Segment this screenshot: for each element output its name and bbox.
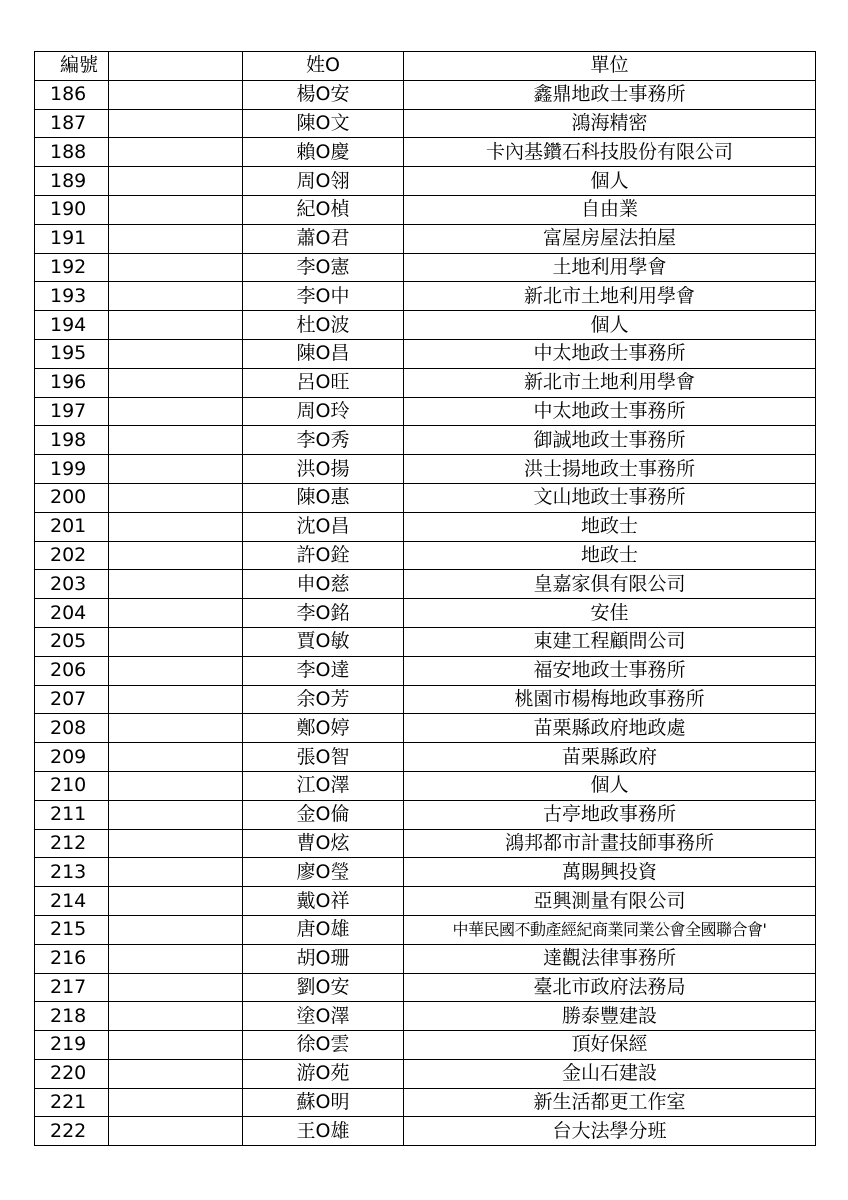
- row-blank-cell: [109, 570, 243, 599]
- row-number: 215: [35, 915, 109, 944]
- table-row: [35, 599, 816, 628]
- table-row: [35, 541, 816, 570]
- row-name: 陳O文: [243, 109, 404, 138]
- header-name: 姓O: [243, 52, 404, 81]
- row-blank-cell: [109, 339, 243, 368]
- row-name: 洪O揚: [243, 455, 404, 484]
- row-name: 游O苑: [243, 1059, 404, 1088]
- row-blank-cell: [109, 138, 243, 167]
- row-name: 江O澤: [243, 771, 404, 800]
- row-name: 杜O波: [243, 311, 404, 340]
- row-number: 201: [35, 512, 109, 541]
- table-row: [35, 944, 816, 973]
- row-blank-cell: [109, 483, 243, 512]
- row-name: 余O芳: [243, 685, 404, 714]
- row-name: 戴O祥: [243, 887, 404, 916]
- row-name: 蕭O君: [243, 224, 404, 253]
- row-unit: 新生活都更工作室: [404, 1088, 816, 1117]
- row-name: 蘇O明: [243, 1088, 404, 1117]
- roster-table: [34, 51, 816, 1146]
- table-row: [35, 195, 816, 224]
- row-name: 塗O澤: [243, 1002, 404, 1031]
- row-blank-cell: [109, 426, 243, 455]
- table-row: [35, 167, 816, 196]
- row-unit: 中華民國不動產經紀商業同業公會全國聯合會': [404, 915, 816, 944]
- table-row: [35, 282, 816, 311]
- row-number: 208: [35, 714, 109, 743]
- row-number: 212: [35, 829, 109, 858]
- row-name: 呂O旺: [243, 368, 404, 397]
- row-number: 210: [35, 771, 109, 800]
- row-blank-cell: [109, 541, 243, 570]
- row-name: 唐O雄: [243, 915, 404, 944]
- row-name: 王O雄: [243, 1117, 404, 1146]
- table-row: [35, 368, 816, 397]
- row-unit: 個人: [404, 167, 816, 196]
- row-unit: 中太地政士事務所: [404, 397, 816, 426]
- row-blank-cell: [109, 829, 243, 858]
- row-name: 李O銘: [243, 599, 404, 628]
- row-number: 217: [35, 973, 109, 1002]
- row-number: 192: [35, 253, 109, 282]
- row-blank-cell: [109, 743, 243, 772]
- row-blank-cell: [109, 167, 243, 196]
- row-blank-cell: [109, 109, 243, 138]
- row-blank-cell: [109, 1002, 243, 1031]
- row-blank-cell: [109, 455, 243, 484]
- header-blank: [109, 52, 243, 81]
- table-row: [35, 685, 816, 714]
- row-unit: 皇嘉家俱有限公司: [404, 570, 816, 599]
- table-row: [35, 253, 816, 282]
- row-name: 李O憲: [243, 253, 404, 282]
- row-number: 202: [35, 541, 109, 570]
- row-blank-cell: [109, 656, 243, 685]
- row-name: 李O秀: [243, 426, 404, 455]
- row-unit: 古亭地政事務所: [404, 800, 816, 829]
- row-blank-cell: [109, 80, 243, 109]
- row-number: 196: [35, 368, 109, 397]
- table-row: [35, 656, 816, 685]
- row-number: 188: [35, 138, 109, 167]
- row-name: 申O慈: [243, 570, 404, 599]
- row-unit: 個人: [404, 311, 816, 340]
- row-number: 203: [35, 570, 109, 599]
- row-number: 204: [35, 599, 109, 628]
- row-name: 胡O珊: [243, 944, 404, 973]
- row-blank-cell: [109, 714, 243, 743]
- row-blank-cell: [109, 397, 243, 426]
- row-blank-cell: [109, 915, 243, 944]
- row-number: 189: [35, 167, 109, 196]
- row-number: 186: [35, 80, 109, 109]
- row-blank-cell: [109, 1031, 243, 1060]
- row-blank-cell: [109, 800, 243, 829]
- row-unit: 苗栗縣政府: [404, 743, 816, 772]
- row-name: 張O智: [243, 743, 404, 772]
- table-row: [35, 1059, 816, 1088]
- header-row: [35, 52, 816, 81]
- row-name: 廖O瑩: [243, 858, 404, 887]
- table-row: [35, 455, 816, 484]
- table-row: [35, 1088, 816, 1117]
- row-blank-cell: [109, 1117, 243, 1146]
- header-number: 編號: [35, 52, 109, 81]
- row-blank-cell: [109, 368, 243, 397]
- table-row: [35, 570, 816, 599]
- table-row: [35, 426, 816, 455]
- row-blank-cell: [109, 771, 243, 800]
- row-blank-cell: [109, 195, 243, 224]
- table-row: [35, 512, 816, 541]
- row-name: 曹O炫: [243, 829, 404, 858]
- row-unit: 勝泰豐建設: [404, 1002, 816, 1031]
- row-blank-cell: [109, 1059, 243, 1088]
- row-unit: 台大法學分班: [404, 1117, 816, 1146]
- row-name: 楊O安: [243, 80, 404, 109]
- row-name: 鄭O婷: [243, 714, 404, 743]
- row-number: 198: [35, 426, 109, 455]
- row-name: 周O翎: [243, 167, 404, 196]
- row-unit: 福安地政士事務所: [404, 656, 816, 685]
- row-unit: 桃園市楊梅地政事務所: [404, 685, 816, 714]
- table-row: [35, 887, 816, 916]
- row-number: 220: [35, 1059, 109, 1088]
- row-number: 219: [35, 1031, 109, 1060]
- row-blank-cell: [109, 887, 243, 916]
- table-row: [35, 397, 816, 426]
- table-row: [35, 771, 816, 800]
- row-name: 李O中: [243, 282, 404, 311]
- table-row: [35, 743, 816, 772]
- row-unit: 中太地政士事務所: [404, 339, 816, 368]
- table-row: [35, 829, 816, 858]
- row-unit: 苗栗縣政府地政處: [404, 714, 816, 743]
- row-number: 190: [35, 195, 109, 224]
- row-unit: 安佳: [404, 599, 816, 628]
- row-number: 216: [35, 944, 109, 973]
- row-unit: 臺北市政府法務局: [404, 973, 816, 1002]
- table-row: [35, 858, 816, 887]
- table-row: [35, 224, 816, 253]
- row-name: 劉O安: [243, 973, 404, 1002]
- row-blank-cell: [109, 973, 243, 1002]
- row-unit: 文山地政士事務所: [404, 483, 816, 512]
- row-number: 205: [35, 627, 109, 656]
- table-row: [35, 1031, 816, 1060]
- row-name: 陳O昌: [243, 339, 404, 368]
- row-blank-cell: [109, 858, 243, 887]
- row-number: 200: [35, 483, 109, 512]
- table-row: [35, 339, 816, 368]
- row-name: 賈O敏: [243, 627, 404, 656]
- row-blank-cell: [109, 944, 243, 973]
- row-name: 徐O雲: [243, 1031, 404, 1060]
- row-number: 187: [35, 109, 109, 138]
- row-blank-cell: [109, 253, 243, 282]
- row-unit: 地政士: [404, 541, 816, 570]
- row-unit: 鑫鼎地政士事務所: [404, 80, 816, 109]
- table-row: [35, 483, 816, 512]
- row-name: 陳O惠: [243, 483, 404, 512]
- roster-body: [35, 80, 816, 1145]
- row-number: 199: [35, 455, 109, 484]
- row-name: 周O玲: [243, 397, 404, 426]
- table-row: [35, 311, 816, 340]
- row-unit: 鴻海精密: [404, 109, 816, 138]
- row-name: 紀O楨: [243, 195, 404, 224]
- table-row: [35, 80, 816, 109]
- table-row: [35, 1002, 816, 1031]
- row-unit: 達觀法律事務所: [404, 944, 816, 973]
- row-number: 213: [35, 858, 109, 887]
- row-blank-cell: [109, 599, 243, 628]
- row-number: 209: [35, 743, 109, 772]
- table-row: [35, 1117, 816, 1146]
- row-unit: 土地利用學會: [404, 253, 816, 282]
- row-number: 222: [35, 1117, 109, 1146]
- row-unit: 亞興測量有限公司: [404, 887, 816, 916]
- row-number: 221: [35, 1088, 109, 1117]
- row-number: 218: [35, 1002, 109, 1031]
- row-blank-cell: [109, 685, 243, 714]
- row-unit: 洪士揚地政士事務所: [404, 455, 816, 484]
- row-blank-cell: [109, 512, 243, 541]
- row-number: 193: [35, 282, 109, 311]
- table-row: [35, 109, 816, 138]
- row-name: 許O銓: [243, 541, 404, 570]
- row-number: 191: [35, 224, 109, 253]
- table-row: [35, 800, 816, 829]
- row-unit: 個人: [404, 771, 816, 800]
- table-row: [35, 627, 816, 656]
- row-number: 214: [35, 887, 109, 916]
- row-unit: 地政士: [404, 512, 816, 541]
- header-unit: 單位: [404, 52, 816, 81]
- row-unit: 新北市土地利用學會: [404, 368, 816, 397]
- row-number: 207: [35, 685, 109, 714]
- row-unit: 金山石建設: [404, 1059, 816, 1088]
- row-number: 197: [35, 397, 109, 426]
- row-unit: 萬賜興投資: [404, 858, 816, 887]
- row-blank-cell: [109, 311, 243, 340]
- row-unit: 新北市土地利用學會: [404, 282, 816, 311]
- row-number: 206: [35, 656, 109, 685]
- row-unit: 東建工程顧問公司: [404, 627, 816, 656]
- row-number: 211: [35, 800, 109, 829]
- row-blank-cell: [109, 224, 243, 253]
- row-unit: 自由業: [404, 195, 816, 224]
- row-unit: 頂好保經: [404, 1031, 816, 1060]
- row-blank-cell: [109, 627, 243, 656]
- row-number: 194: [35, 311, 109, 340]
- row-blank-cell: [109, 282, 243, 311]
- row-name: 李O達: [243, 656, 404, 685]
- row-number: 195: [35, 339, 109, 368]
- row-name: 沈O昌: [243, 512, 404, 541]
- table-row: [35, 138, 816, 167]
- table-row: [35, 915, 816, 944]
- table-row: [35, 714, 816, 743]
- row-name: 賴O慶: [243, 138, 404, 167]
- row-unit: 御誠地政士事務所: [404, 426, 816, 455]
- row-unit: 富屋房屋法拍屋: [404, 224, 816, 253]
- row-blank-cell: [109, 1088, 243, 1117]
- row-name: 金O倫: [243, 800, 404, 829]
- table-row: [35, 973, 816, 1002]
- row-unit: 卡內基鑽石科技股份有限公司: [404, 138, 816, 167]
- row-unit: 鴻邦都市計畫技師事務所: [404, 829, 816, 858]
